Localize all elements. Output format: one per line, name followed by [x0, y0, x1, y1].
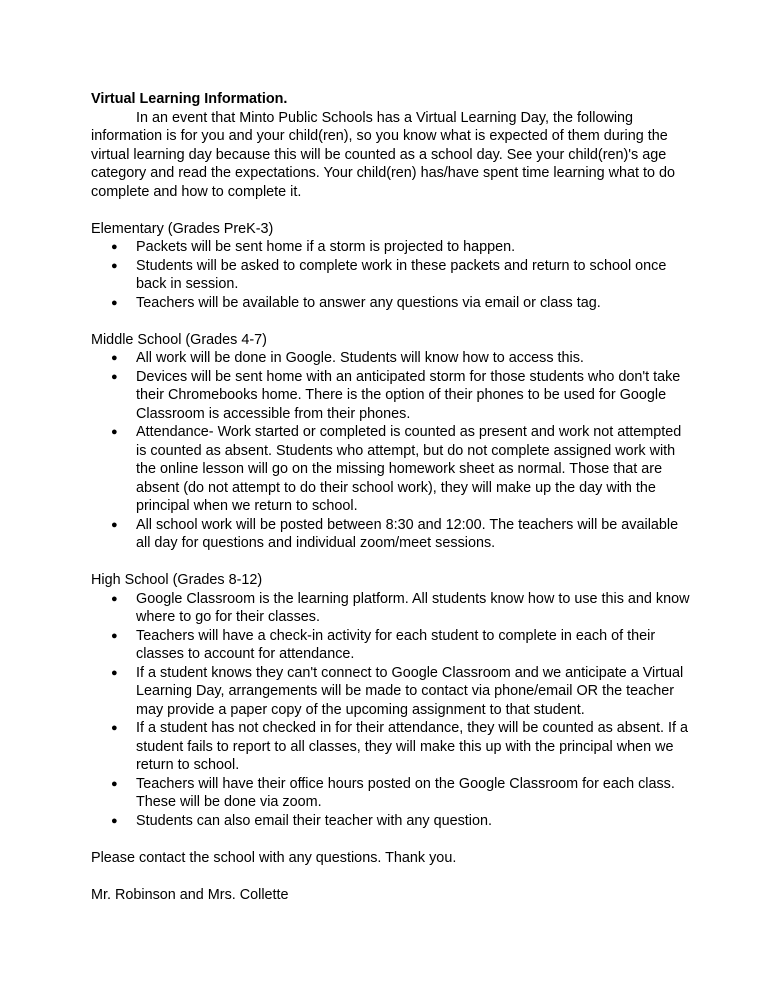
list-item [91, 368, 691, 424]
list-item [91, 627, 691, 664]
list-item [91, 423, 691, 516]
list-item-text: Packets will be sent home if a storm is projected to happen. [136, 239, 516, 255]
list-item-text: Attendance- Work started or completed is counted as present and work not attempted is counted as absent. Students who attempt, but do not complete assigned work with the online lesson will go on the missing homework sheet as normal. Those that are absent (do not attempt to do their school work), they will make up the day with the principal when we return to school. [136, 424, 682, 514]
section-elementary [91, 220, 691, 313]
bullet-list [91, 349, 691, 553]
bullet-icon: ● [111, 722, 118, 734]
closing-text: Please contact the school with any questions. Thank you. [91, 849, 457, 866]
intro-paragraph: In an event that Minto Public Schools has a Virtual Learning Day, the following information is for you and your child(ren), so you know what is expected of them during the virtual learning day because this will be counted as a school day. See your child(ren)'s age category and read the expectations. Your child(ren) has/have spent time learning what to do complete and how to complete it. [91, 109, 675, 200]
list-item [91, 294, 691, 313]
list-item [91, 257, 691, 294]
list-item-text: If a student knows they can't connect to Google Classroom and we anticipate a Virtual Learning Day, arrangements will be made to contact via phone/email OR the teacher may provide a paper copy of the upcoming assignment to that student. [136, 664, 684, 718]
bullet-icon: ● [111, 777, 118, 790]
list-item-text: Teachers will have their office hours posted on the Google Classroom for each class. These will be done via zoom. [136, 775, 675, 810]
bullet-icon: ● [111, 241, 118, 253]
bullet-icon: ● [111, 666, 118, 679]
bullet-icon: ● [111, 426, 118, 438]
document-page [91, 90, 691, 918]
bullet-icon: ● [111, 296, 118, 309]
bullet-icon: ● [111, 592, 118, 605]
list-item [91, 812, 691, 831]
list-item-text: If a student has not checked in for their attendance, they will be counted as absent. If a student fails to report to all classes, they will make this up with the principal when we return to school. [136, 720, 688, 773]
bullet-icon: ● [111, 814, 118, 827]
bullet-icon: ● [111, 629, 118, 642]
list-item-text: All work will be done in Google. Students will know how to access this. [136, 350, 584, 366]
list-item-text: All school work will be posted between 8:30 and 12:00. The teachers will be available all day for questions and individual zoom/meet sessions. [136, 516, 679, 551]
list-item-text: Google Classroom is the learning platform. All students know how to use this and know where to go for their classes. [136, 590, 690, 625]
list-item [91, 719, 691, 775]
section-heading: Elementary (Grades PreK-3) [91, 220, 274, 237]
list-item-text: Teachers will have a check-in activity for each student to complete in each of their classes to account for attendance. [136, 627, 656, 662]
list-item-text: Devices will be sent home with an anticipated storm for those students who don't take their Chromebooks home. There is the option of their phones to be used for Google Classroom is accessible from their phones. [136, 368, 681, 422]
signature-text: Mr. Robinson and Mrs. Collette [91, 886, 289, 903]
list-item [91, 349, 691, 368]
list-item [91, 664, 691, 720]
bullet-icon: ● [111, 259, 118, 272]
bullet-list [91, 238, 691, 312]
list-item [91, 238, 691, 257]
section-high-school [91, 571, 691, 830]
bullet-icon: ● [111, 518, 118, 531]
bullet-icon: ● [111, 370, 118, 383]
list-item [91, 516, 691, 553]
section-heading: Middle School (Grades 4-7) [91, 331, 267, 348]
list-item [91, 775, 691, 812]
list-item [91, 590, 691, 627]
bullet-list [91, 590, 691, 831]
list-item-text: Students will be asked to complete work in these packets and return to school once back in session. [136, 257, 667, 292]
section-middle-school [91, 331, 691, 553]
list-item-text: Teachers will be available to answer any questions via email or class tag. [136, 294, 601, 311]
list-item-text: Students can also email their teacher with any question. [136, 812, 492, 829]
document-title: Virtual Learning Information. [91, 91, 288, 107]
bullet-icon: ● [111, 352, 118, 364]
section-heading: High School (Grades 8-12) [91, 572, 263, 588]
